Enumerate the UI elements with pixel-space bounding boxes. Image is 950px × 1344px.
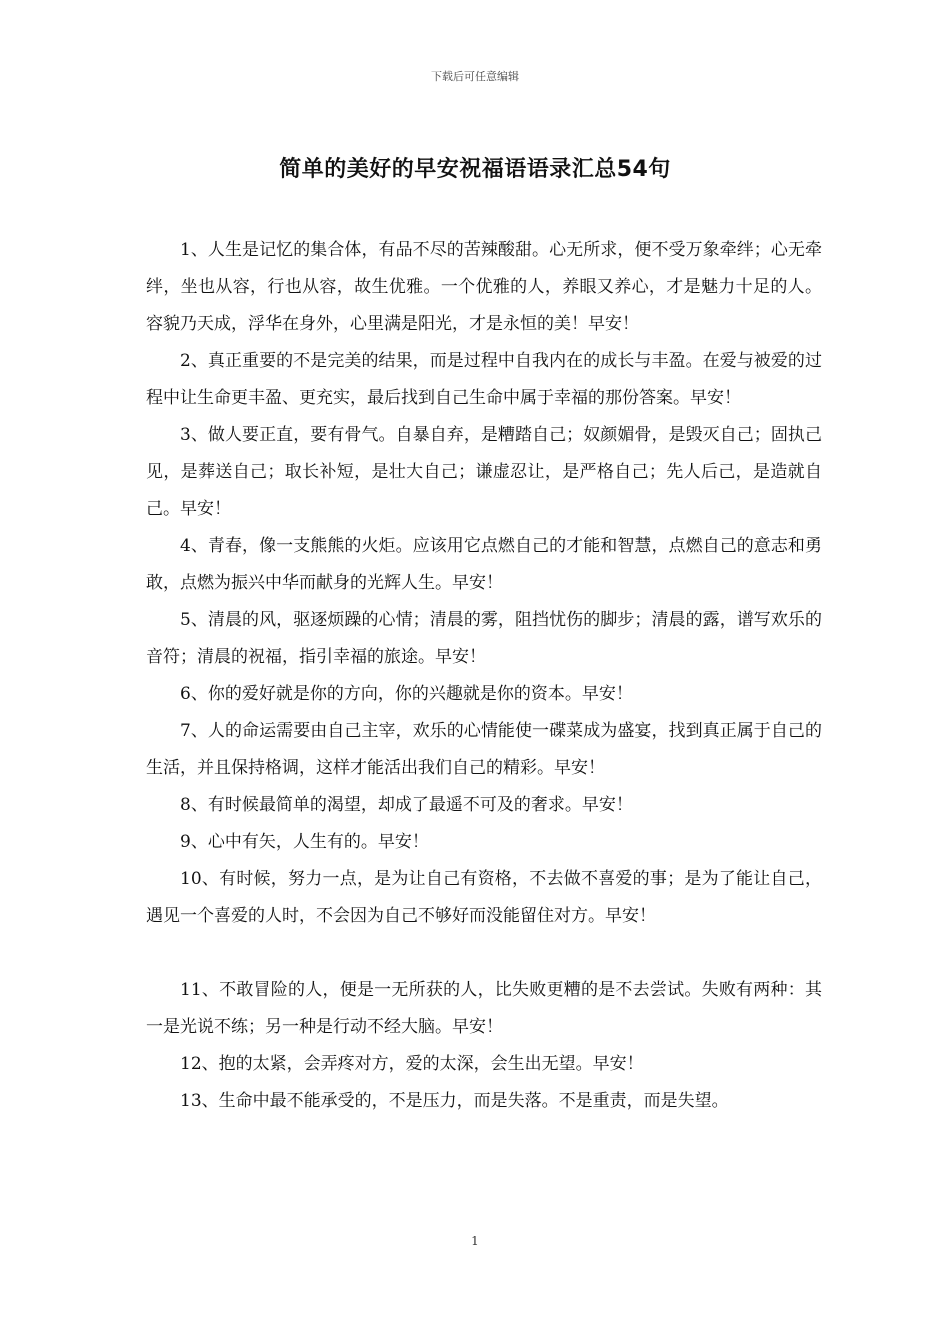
paragraph-2: 2、真正重要的不是完美的结果，而是过程中自我内在的成长与丰盈。在爱与被爱的过程中让生命更丰盈、更充实，最后找到自己生命中属于幸福的那份答案。早安！ <box>146 351 822 408</box>
paragraph-4: 4、青春，像一支熊熊的火炬。应该用它点燃自己的才能和智慧，点燃自己的意志和勇敢，点燃为振兴中华而献身的光辉人生。早安！ <box>146 536 822 593</box>
header-note: 下载后可任意编辑 <box>431 70 519 83</box>
paragraph-9: 9、心中有矢，人生有的。早安！ <box>180 832 429 852</box>
paragraph-5: 5、清晨的风，驱逐烦躁的心情；清晨的雾，阻挡忧伤的脚步；清晨的露，谱写欢乐的音符；清晨的祝福，指引幸福的旅途。早安！ <box>146 610 822 667</box>
paragraph-8: 8、有时候最简单的渴望，却成了最遥不可及的奢求。早安！ <box>180 795 633 815</box>
paragraph-11: 11、不敢冒险的人，便是一无所获的人，比失败更糟的是不去尝试。失败有两种：其一是光说不练；另一种是行动不经大脑。早安！ <box>146 980 822 1037</box>
paragraph-10: 10、有时候，努力一点，是为让自己有资格，不去做不喜爱的事；是为了能让自己，遇见一个喜爱的人时，不会因为自己不够好而没能留住对方。早安！ <box>146 869 822 926</box>
paragraph-1: 1、人生是记忆的集合体，有品不尽的苦辣酸甜。心无所求，便不受万象牵绊；心无牵绊，坐也从容，行也从容，故生优雅。一个优雅的人，养眼又养心，才是魅力十足的人。容貌乃天成，浮华在身外，心里满是阳光，才是永恒的美！早安！ <box>146 240 822 334</box>
page-number: 1 <box>471 1234 479 1248</box>
document-body <box>146 232 822 1120</box>
paragraph-13: 13、生命中最不能承受的，不是压力，而是失落。不是重责，而是失望。 <box>180 1091 729 1111</box>
paragraph-6: 6、你的爱好就是你的方向，你的兴趣就是你的资本。早安！ <box>180 684 633 704</box>
paragraph-12: 12、抱的太紧，会弄疼对方，爱的太深，会生出无望。早安！ <box>180 1054 644 1074</box>
paragraph-7: 7、人的命运需要由自己主宰，欢乐的心情能使一碟菜成为盛宴，找到真正属于自己的生活，并且保持格调，这样才能活出我们自己的精彩。早安！ <box>146 721 822 778</box>
document-title: 简单的美好的早安祝福语语录汇总54句 <box>279 157 671 182</box>
paragraph-3: 3、做人要正直，要有骨气。自暴自弃，是糟踏自己；奴颜媚骨，是毁灭自己；固执己见，是葬送自己；取长补短，是壮大自己；谦虚忍让，是严格自己；先人后己，是造就自己。早安！ <box>146 425 822 519</box>
